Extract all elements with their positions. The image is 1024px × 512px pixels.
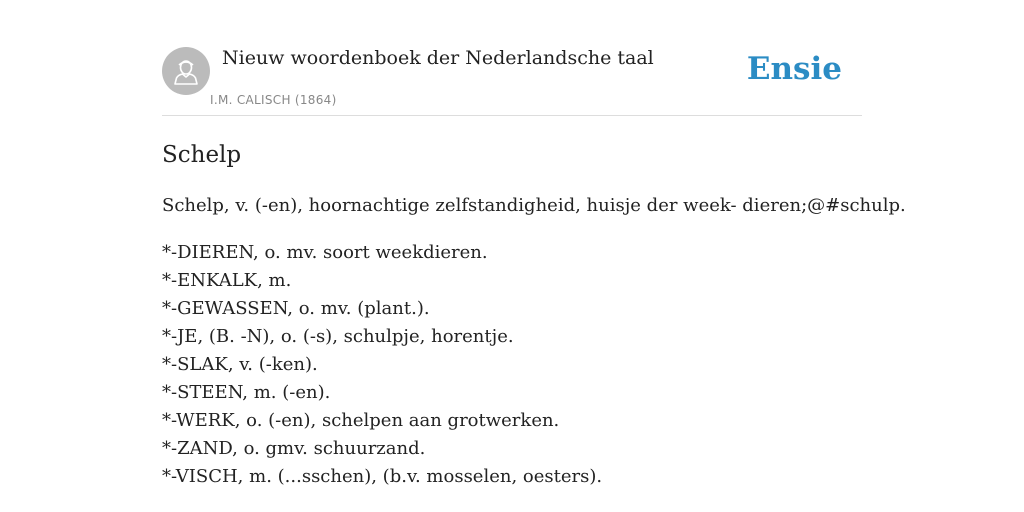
- sub-entry: *-SLAK, v. (-ken).: [162, 354, 318, 375]
- book-title[interactable]: Nieuw woordenboek der Nederlandsche taal: [222, 47, 654, 69]
- author-label[interactable]: I.M. CALISCH (1864): [210, 93, 337, 107]
- sub-entry-list: [162, 239, 602, 491]
- entry-definition: Schelp, v. (-en), hoornachtige zelfstandigheid, huisje der week- dieren;@#schulp.: [162, 195, 906, 216]
- page-container: [162, 0, 906, 487]
- source-avatar[interactable]: [162, 47, 210, 95]
- sub-entry: *-JE, (B. -N), o. (-s), schulpje, horentje.: [162, 326, 514, 347]
- sub-entry: *-WERK, o. (-en), schelpen aan grotwerken.: [162, 410, 560, 431]
- ensie-logo-link[interactable]: Ensie: [746, 51, 842, 87]
- source-header: [162, 0, 862, 116]
- sub-entry: *-DIEREN, o. mv. soort weekdieren.: [162, 242, 488, 263]
- sub-entry: *-GEWASSEN, o. mv. (plant.).: [162, 298, 430, 319]
- sub-entry: *-ENKALK, m.: [162, 270, 292, 291]
- entry-title: Schelp: [162, 142, 242, 168]
- sub-entry: *-STEEN, m. (-en).: [162, 382, 331, 403]
- sub-entry: *-ZAND, o. gmv. schuurzand.: [162, 438, 426, 459]
- user-icon: [172, 56, 200, 86]
- sub-entry: *-VISCH, m. (...sschen), (b.v. mosselen, oesters).: [162, 466, 603, 487]
